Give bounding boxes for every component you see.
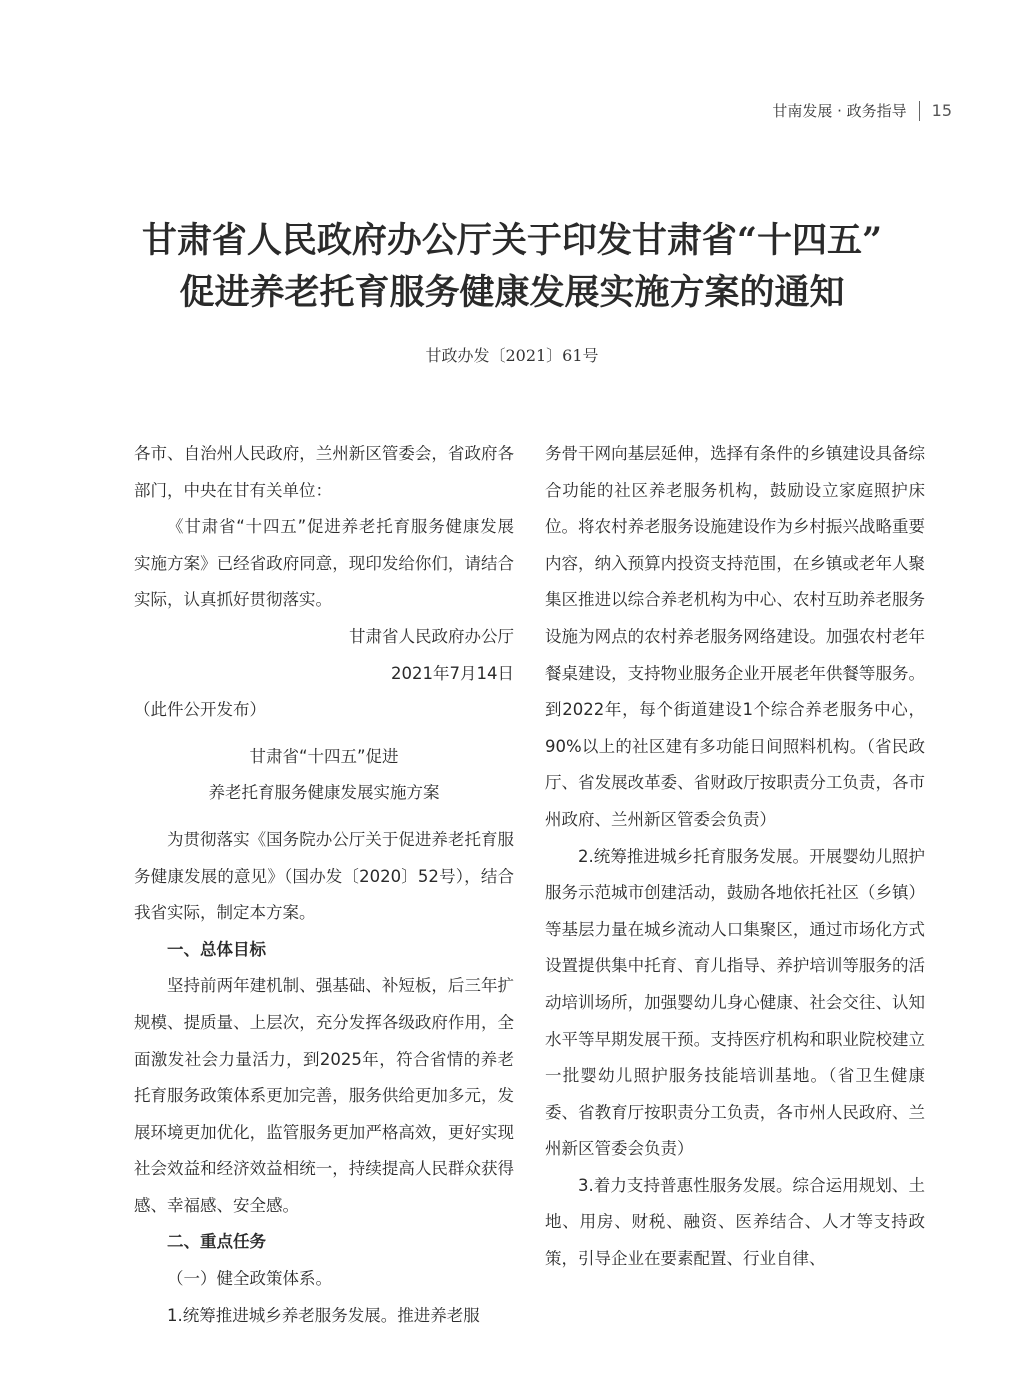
publication-note: （此件公开发布）: [134, 700, 266, 720]
title-line-1: 甘肃省人民政府办公厅关于印发甘肃省“十四五”: [141, 220, 883, 261]
item-3-start: 3.着力支持普惠性服务发展。综合运用规划、土地、用房、财税、融资、医养结合、人才等支持政策，引导企业在要素配置、行业自律、: [545, 1175, 925, 1269]
running-header: [772, 100, 952, 121]
subsection-heading-1: （一）健全政策体系。: [167, 1269, 332, 1289]
journal-name: 甘南发展 · 政务指导: [772, 102, 907, 120]
section-1-body: 坚持前两年建机制、强基础、补短板，后三年扩规模、提质量、上层次，充分发挥各级政府作用，全面激发社会力量活力，到2025年，符合省情的养老托育服务政策体系更加完善，服务供给更加多元，发展环境更加优化，监管服务更加严格高效，更好实现社会效益和经济效益相统一，持续提高人民群众获得感、幸福感、安全感。: [134, 976, 514, 1215]
header-divider: [919, 101, 920, 121]
title-line-2: 促进养老托育服务健康发展实施方案的通知: [179, 272, 845, 313]
item-1-start: 1.统筹推进城乡养老服务发展。推进养老服: [167, 1305, 480, 1325]
right-column: [545, 436, 925, 1278]
page-number: 15: [931, 101, 952, 120]
left-column: [134, 436, 514, 1334]
issuer: 甘肃省人民政府办公厅: [349, 626, 514, 646]
plan-intro: 为贯彻落实《国务院办公厅关于促进养老托育服务健康发展的意见》（国办发〔2020〕52号），结合我省实际，制定本方案。: [134, 829, 514, 923]
section-heading-2: 二、重点任务: [167, 1232, 266, 1252]
document-number: 甘政办发〔2021〕61号: [425, 346, 599, 365]
section-heading-1: 一、总体目标: [167, 939, 266, 959]
document-title: [0, 215, 1024, 319]
plan-title-line-2: 养老托育服务健康发展实施方案: [208, 783, 440, 803]
salutation: 各市、自治州人民政府，兰州新区管委会，省政府各部门，中央在甘有关单位：: [134, 444, 514, 500]
issue-date: 2021年7月14日: [391, 663, 514, 683]
plan-title-line-1: 甘肃省“十四五”促进: [249, 746, 399, 766]
notice-body: 《甘肃省“十四五”促进养老托育服务健康发展实施方案》已经省政府同意，现印发给你们，请结合实际，认真抓好贯彻落实。: [134, 517, 514, 610]
item-1-continued: 务骨干网向基层延伸，选择有条件的乡镇建设具备综合功能的社区养老服务机构，鼓励设立家庭照护床位。将农村养老服务设施建设作为乡村振兴战略重要内容，纳入预算内投资支持范围，在乡镇或老年人聚集区推进以综合养老机构为中心、农村互助养老服务设施为网点的农村养老服务网络建设。加强农村老年餐桌建设，支持物业服务企业开展老年供餐等服务。到2022年，每个街道建设1个综合养老服务中心，90%以上的社区建有多功能日间照料机构。（省民政厅、省发展改革委、省财政厅按职责分工负责，各市州政府、兰州新区管委会负责）: [545, 444, 925, 829]
item-2: 2.统筹推进城乡托育服务发展。开展婴幼儿照护服务示范城市创建活动，鼓励各地依托社区（乡镇）等基层力量在城乡流动人口集聚区，通过市场化方式设置提供集中托育、育儿指导、养护培训等服务的活动培训场所，加强婴幼儿身心健康、社会交往、认知水平等早期发展干预。支持医疗机构和职业院校建立一批婴幼儿照护服务技能培训基地。（省卫生健康委、省教育厅按职责分工负责，各市州人民政府、兰州新区管委会负责）: [545, 846, 925, 1159]
